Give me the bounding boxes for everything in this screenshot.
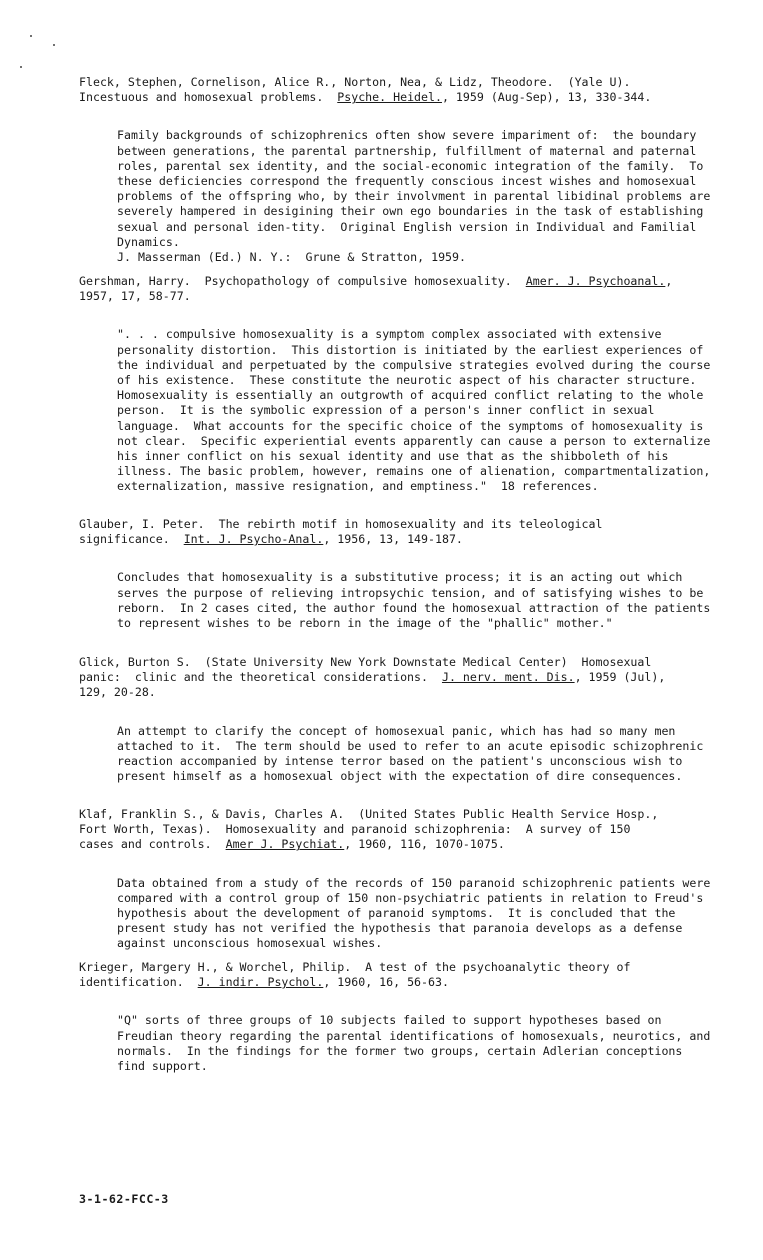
journal-title: J. indir. Psychol. xyxy=(197,975,324,990)
journal-title: Amer. J. Psychoanal. xyxy=(525,274,666,288)
bibliography-entry xyxy=(79,75,719,265)
citation: Krieger, Margery H., & Worchel, Philip. A test of the psychoanalytic theory of identification. J. indir. Psychol., 1960, 16, 56-63. xyxy=(79,960,631,990)
abstract: Concludes that homosexuality is a substitutive process; it is an acting out which serves the purpose of relieving intropsychic tension, and of satisfying wishes to be reborn. In 2 cases cited, the author found the homosexual attraction of the patients to represent wishes to be reborn in the image of the "phallic" mother." xyxy=(117,570,718,631)
journal-title: Int. J. Psycho-Anal. xyxy=(183,532,324,547)
bibliography-entry xyxy=(79,517,719,631)
document-code: 3-1-62-FCC-3 xyxy=(79,1192,169,1206)
abstract: ". . . compulsive homosexuality is a symptom complex associated with extensive personality distortion. This distortion is initiated by the earliest experiences of the individual and perpetuated by the compulsive strategies evolved during the course of his existence. These constitute the neurotic aspect of his character structure. Homosexuality is essentially an outgrowth of acquired conflict relating to the whole person. It is the symbolic expression of a person's inner conflict in sexual language. What accounts for the specific choice of the symptoms of homosexuality is not clear. Specific experiential events apparently can cause a person to externalize his inner conflict on his sexual identity and use that as the shibboleth of his illness. The basic problem, however, remains one of alienation, compartmentalization, externalization, massive resignation, and emptiness." 18 references. xyxy=(117,327,718,494)
journal-title: Psyche. Heidel. xyxy=(337,90,442,105)
journal-title: J. nerv. ment. Dis. xyxy=(441,670,575,685)
abstract: Family backgrounds of schizophrenics often show severe impariment of: the boundary between generations, the parental partnership, fulfillment of maternal and paternal roles, parental sex identity, and the social-economic integration of the family. To these deficiencies correspond the frequently conscious incest wishes and homosexual problems of the offspring who, by their involvment in parental libidinal problems are severely hampered in desigining their own ego boundaries in the task of establishing sexual and personal iden-tity. Original English version in Individual and Familial Dynamics. J. Masserman (Ed.) N. Y.: Grune & Stratton, 1959. xyxy=(117,128,711,265)
scan-speck xyxy=(20,66,22,68)
journal-title: Amer J. Psychiat. xyxy=(225,837,345,852)
citation: Fleck, Stephen, Cornelison, Alice R., Norton, Nea, & Lidz, Theodore. (Yale U). Incestuous and homosexual problems. Psyche. Heidel., 1959 (Aug-Sep), 13, 330-344. xyxy=(79,75,652,105)
abstract: Data obtained from a study of the records of 150 paranoid schizophrenic patients were compared with a control group of 150 non-psychiatric patients in relation to Freud's hypothesis about the development of paranoid symptoms. It is concluded that the present study has not verified the hypothesis that paranoia develops as a defense against unconscious homosexual wishes. xyxy=(117,875,718,951)
scan-speck xyxy=(53,44,55,46)
abstract: "Q" sorts of three groups of 10 subjects failed to support hypotheses based on Freudian theory regarding the parental identifications of homosexuals, neurotics, and normals. In the findings for the former two groups, certain Adlerian conceptions find support. xyxy=(117,1013,718,1074)
citation: Glauber, I. Peter. The rebirth motif in homosexuality and its teleological significance. Int. J. Psycho-Anal., 1956, 13, 149-187. xyxy=(79,517,603,547)
bibliography-entry xyxy=(79,807,719,952)
citation: Glick, Burton S. (State University New York Downstate Medical Center) Homosexual panic: clinic and the theoretical considerations. J. nerv. ment. Dis., 1959 (Jul), 129, 20-28. xyxy=(79,655,666,700)
abstract: An attempt to clarify the concept of homosexual panic, which has had so many men attached to it. The term should be used to refer to an acute episodic schizophrenic reaction accompanied by intense terror based on the patient's unconscious wish to present himself as a homosexual object with the expectation of dire consequences. xyxy=(117,723,711,784)
bibliography-entry xyxy=(79,655,719,784)
bibliography-entry xyxy=(79,274,719,495)
citation: Klaf, Franklin S., & Davis, Charles A. (United States Public Health Service Hosp., Fort Worth, Texas). Homosexuality and paranoid schizophrenia: A survey of 150 cases and controls. Amer J. Psychiat., 1960, 116, 1070-1075. xyxy=(79,807,659,852)
scan-speck xyxy=(30,35,32,37)
bibliography-entry xyxy=(79,960,719,1074)
citation: Gershman, Harry. Psychopathology of compulsive homosexuality. Amer. J. Psychoanal., 1957, 17, 58-77. xyxy=(79,274,673,304)
